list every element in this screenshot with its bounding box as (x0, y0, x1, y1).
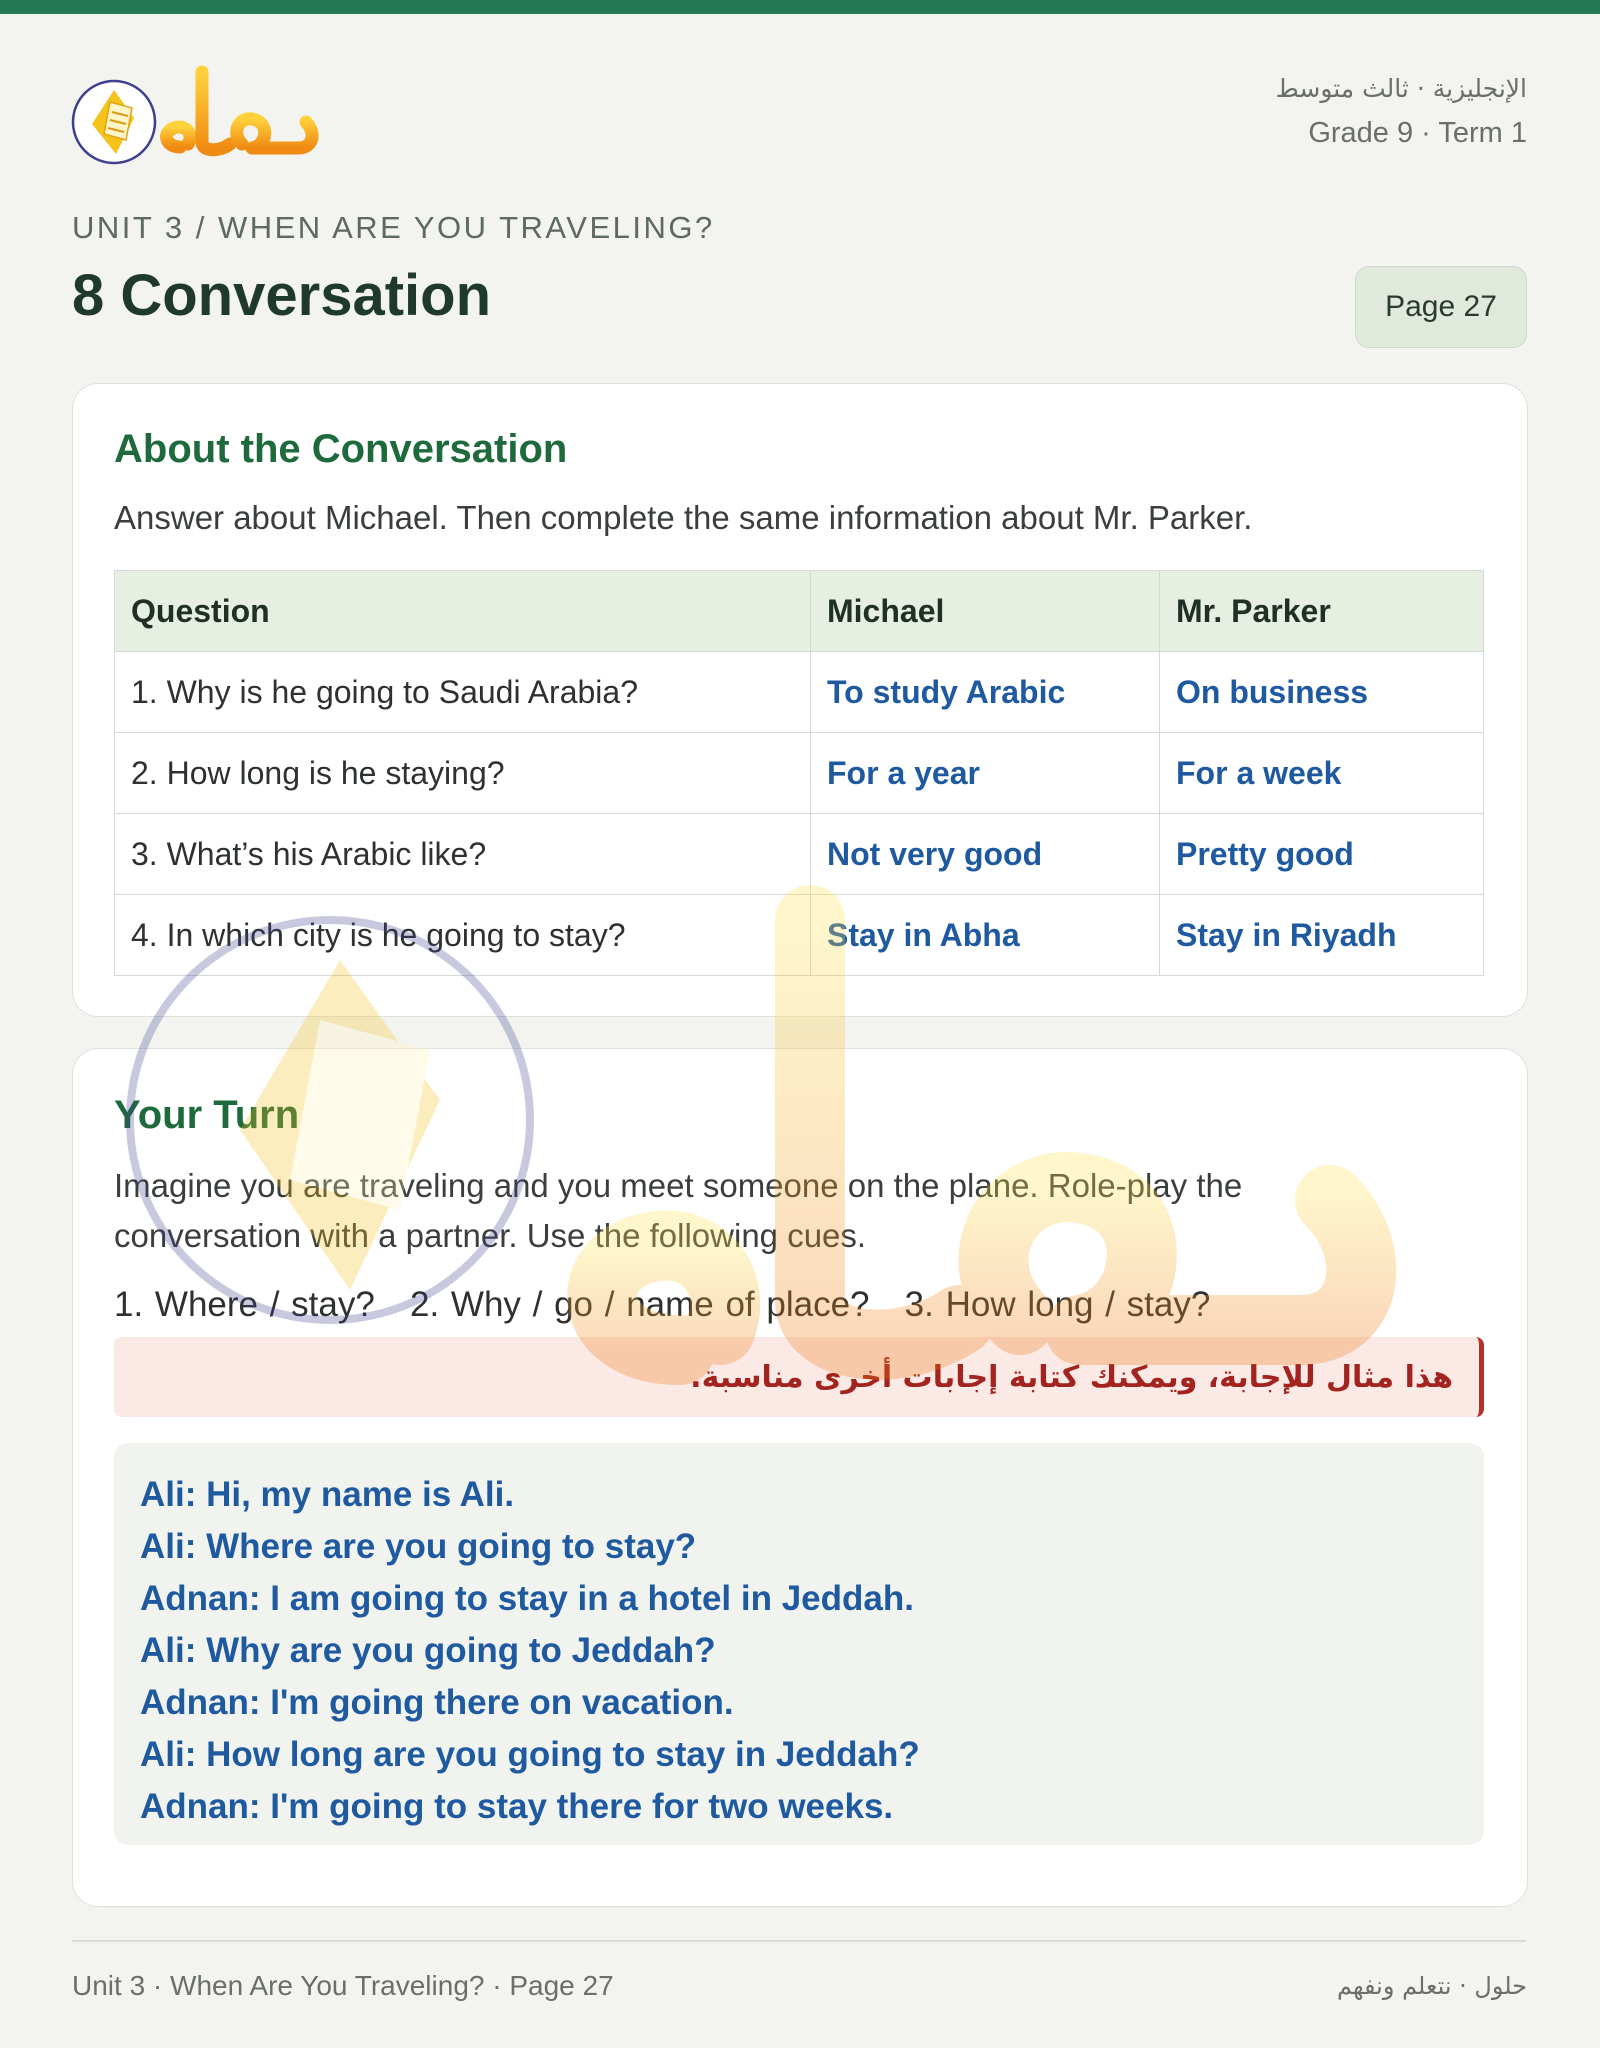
your-turn-instruction: Imagine you are traveling and you meet someone on the plane. Role-play the conversation with a partner. Use the following cues. (114, 1167, 1243, 1254)
grade-info (1276, 74, 1527, 150)
parker-answer: For a week (1160, 733, 1484, 814)
michael-answer: For a year (811, 733, 1160, 814)
subject-arabic: الإنجليزية · ثالث متوسط (1275, 74, 1527, 103)
breadcrumb: UNIT 3 / WHEN ARE YOU TRAVELING? (72, 210, 715, 245)
michael-answer: Stay in Abha (811, 895, 1160, 976)
grade-term: Grade 9 · Term 1 (1308, 117, 1527, 149)
about-heading: About the Conversation (114, 427, 568, 471)
footer-right: حلول · نتعلم ونفهم (1337, 1972, 1527, 2000)
note-text: هذا مثال للإجابة، ويمكنك كتابة إجابات أخرى مناسبة. (690, 1359, 1453, 1395)
table-row (115, 733, 1484, 814)
parker-answer: Pretty good (1160, 814, 1484, 895)
question-cell: 2. How long is he staying? (115, 733, 811, 814)
page-badge: Page 27 (1355, 266, 1527, 348)
column-header: Michael (811, 571, 1160, 652)
example-answer-note (114, 1337, 1484, 1417)
top-accent-bar (0, 0, 1600, 14)
table-header-row (115, 571, 1484, 652)
dialog-line: Ali: Where are you going to stay? (140, 1527, 697, 1566)
column-header: Question (115, 571, 811, 652)
about-instruction: Answer about Michael. Then complete the same information about Mr. Parker. (114, 499, 1253, 536)
about-conversation-card (72, 383, 1528, 1017)
michael-answer: Not very good (811, 814, 1160, 895)
page-title: 8 Conversation (72, 263, 491, 328)
michael-answer: To study Arabic (811, 652, 1160, 733)
hulul-logo (70, 62, 350, 172)
table-row (115, 895, 1484, 976)
question-cell: 3. What’s his Arabic like? (115, 814, 811, 895)
dialog-line: Adnan: I'm going there on vacation. (140, 1683, 734, 1722)
dialog-line: Ali: Why are you going to Jeddah? (140, 1631, 716, 1670)
question-cell: 1. Why is he going to Saudi Arabia? (115, 652, 811, 733)
dialog-box (114, 1443, 1484, 1845)
footer-divider (72, 1940, 1526, 1942)
column-header: Mr. Parker (1160, 571, 1484, 652)
dialog-line: Adnan: I am going to stay in a hotel in Jeddah. (140, 1579, 914, 1618)
your-turn-card (72, 1048, 1528, 1907)
dialog-line: Ali: How long are you going to stay in Jeddah? (140, 1735, 920, 1774)
cues-line: 1. Where / stay? 2. Why / go / name of place? 3. How long / stay? (114, 1285, 1211, 1324)
dialog-line: Adnan: I'm going to stay there for two weeks. (140, 1787, 894, 1826)
parker-answer: Stay in Riyadh (1160, 895, 1484, 976)
answers-table (114, 570, 1484, 976)
footer-left: Unit 3 · When Are You Traveling? · Page 27 (72, 1970, 614, 2001)
parker-answer: On business (1160, 652, 1484, 733)
your-turn-heading: Your Turn (114, 1093, 300, 1137)
dialog-line: Ali: Hi, my name is Ali. (140, 1475, 515, 1514)
question-cell: 4. In which city is he going to stay? (115, 895, 811, 976)
table-row (115, 652, 1484, 733)
table-row (115, 814, 1484, 895)
